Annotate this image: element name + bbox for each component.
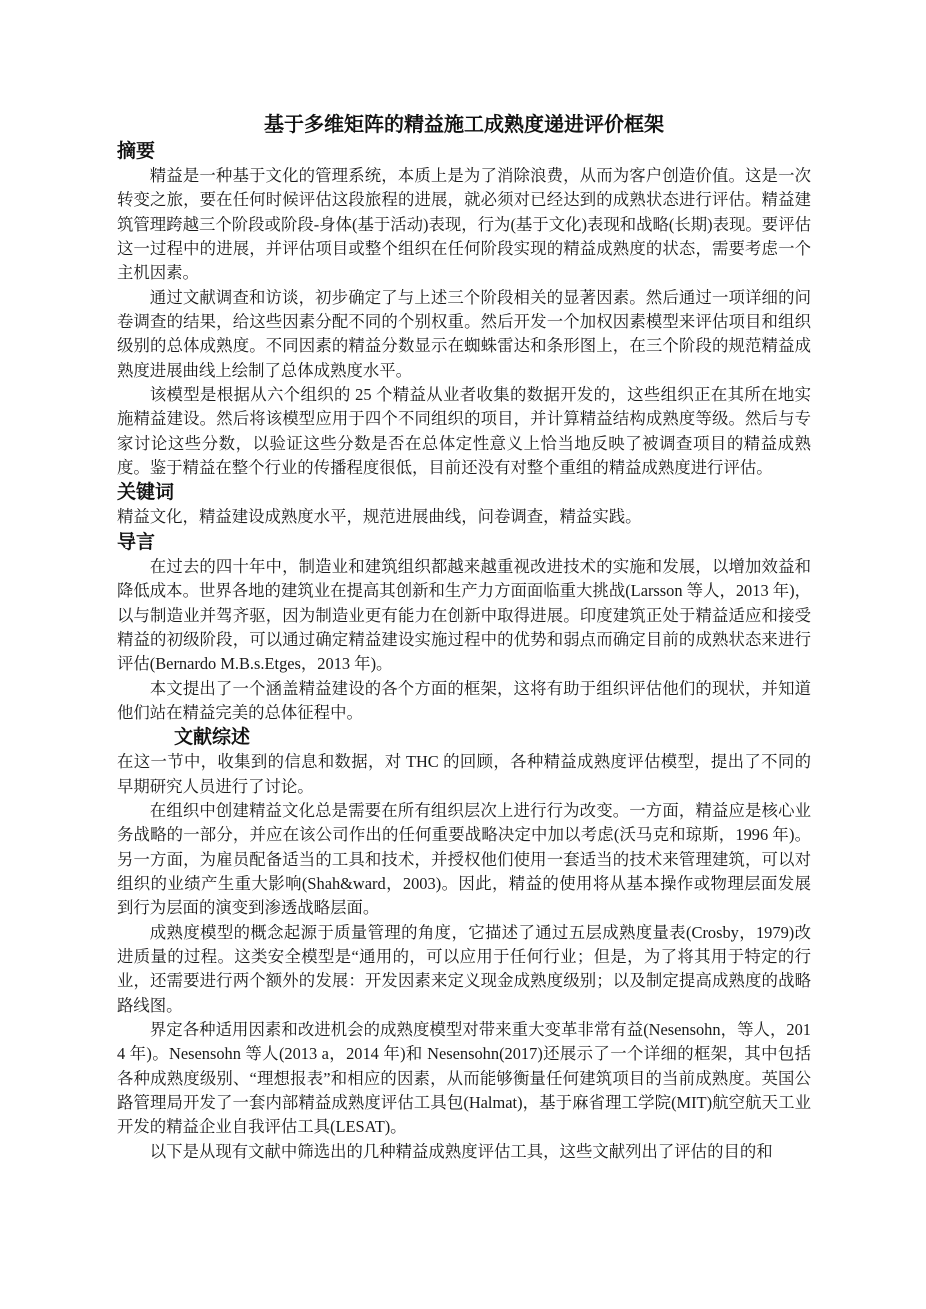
abstract-paragraph-2: 通过文献调查和访谈，初步确定了与上述三个阶段相关的显著因素。然后通过一项详细的问卷调查的结果，给这些因素分配不同的个别权重。然后开发一个加权因素模型来评估项目和组织级别的总体成熟度。不同因素的精益分数显示在蜘蛛雷达和条形图上，在三个阶段的规范精益成熟度进展曲线上绘制了总体成熟度水平。 bbox=[117, 287, 811, 380]
heading-abstract: 摘要 bbox=[117, 141, 156, 162]
heading-literature-review: 文献综述 bbox=[174, 727, 251, 749]
document-content bbox=[117, 112, 811, 1164]
abstract-paragraph-3: 该模型是根据从六个组织的 25 个精益从业者收集的数据开发的，这些组织正在其所在地实施精益建设。然后将该模型应用于四个不同组织的项目，并计算精益结构成熟度等级。然后与专家讨论这些分数，以验证这些分数是否在总体定性意义上恰当地反映了被调查项目的精益成熟度。鉴于精益在整个行业的传播程度很低，目前还没有对整个重组的精益成熟度进行评估。 bbox=[117, 385, 811, 478]
heading-introduction: 导言 bbox=[117, 531, 156, 553]
document-title: 基于多维矩阵的精益施工成熟度递进评价框架 bbox=[264, 114, 664, 136]
literature-paragraph-1: 在这一节中，收集到的信息和数据，对 THC 的回顾，各种精益成熟度评估模型，提出了不同的早期研究人员进行了讨论。 bbox=[117, 752, 811, 796]
literature-paragraph-3: 成熟度模型的概念起源于质量管理的角度，它描述了通过五层成熟度量表(Crosby，1979)改进质量的过程。这类安全模型是“通用的，可以应用于任何行业；但是，为了将其用于特定的行业，还需要进行两个额外的发展：开发因素来定义现金成熟度级别；以及制定提高成熟度的战略路线图。 bbox=[117, 922, 811, 1015]
literature-paragraph-4: 界定各种适用因素和改进机会的成熟度模型对带来重大变革非常有益(Nesensohn，等人，2014 年)。Nesensohn 等人(2013 a，2014 年)和 Nesensohn(2017)还展示了一个详细的框架，其中包括各种成熟度级别、“理想报表”和相应的因素，从而能够衡量任何建筑项目的当前成熟度。英国公路管理局开发了一套内部精益成熟度评估工具包(Halmat)，基于麻省理工学院(MIT)航空航天工业开发的精益企业自我评估工具(LESAT)。 bbox=[117, 1020, 811, 1137]
literature-paragraph-2: 在组织中创建精益文化总是需要在所有组织层次上进行行为改变。一方面，精益应是核心业务战略的一部分，并应在该公司作出的任何重要战略决定中加以考虑(沃马克和琼斯，1996 年)。另一方面，为雇员配备适当的工具和技术，并授权他们使用一套适当的技术来管理建筑，可以对组织的业绩产生重大影响(Shah&ward，2003)。因此，精益的使用将从基本操作或物理层面发展到行为层面的演变到渗透战略层面。 bbox=[117, 800, 811, 918]
literature-paragraph-5: 以下是从现有文献中筛选出的几种精益成熟度评估工具，这些文献列出了评估的目的和 bbox=[149, 1141, 773, 1161]
heading-keywords: 关键词 bbox=[117, 482, 175, 504]
introduction-paragraph-2: 本文提出了一个涵盖精益建设的各个方面的框架，这将有助于组织评估他们的现状，并知道他们站在精益完美的总体征程中。 bbox=[117, 678, 811, 722]
keywords-line: 精益文化，精益建设成熟度水平，规范进展曲线，问卷调查，精益实践。 bbox=[117, 507, 642, 527]
abstract-paragraph-1: 精益是一种基于文化的管理系统，本质上是为了消除浪费，从而为客户创造价值。这是一次转变之旅，要在任何时候评估这段旅程的进展，就必须对已经达到的成熟状态进行评估。精益建筑管理跨越三个阶段或阶段-身体(基于活动)表现，行为(基于文化)表现和战略(长期)表现。要评估这一过程中的进展，并评估项目或整个组织在任何阶段实现的精益成熟度的状态，需要考虑一个主机因素。 bbox=[117, 166, 811, 283]
introduction-paragraph-1: 在过去的四十年中，制造业和建筑组织都越来越重视改进技术的实施和发展，以增加效益和降低成本。世界各地的建筑业在提高其创新和生产力方面面临重大挑战(Larsson 等人，2013 年)，以与制造业并驾齐驱，因为制造业更有能力在创新中取得进展。印度建筑正处于精益适应和接受精益的初级阶段，可以通过确定精益建设实施过程中的优势和弱点而确定目前的成熟状态来进行评估(Bernardo M.B.s.Etges，2013 年)。 bbox=[117, 556, 811, 674]
